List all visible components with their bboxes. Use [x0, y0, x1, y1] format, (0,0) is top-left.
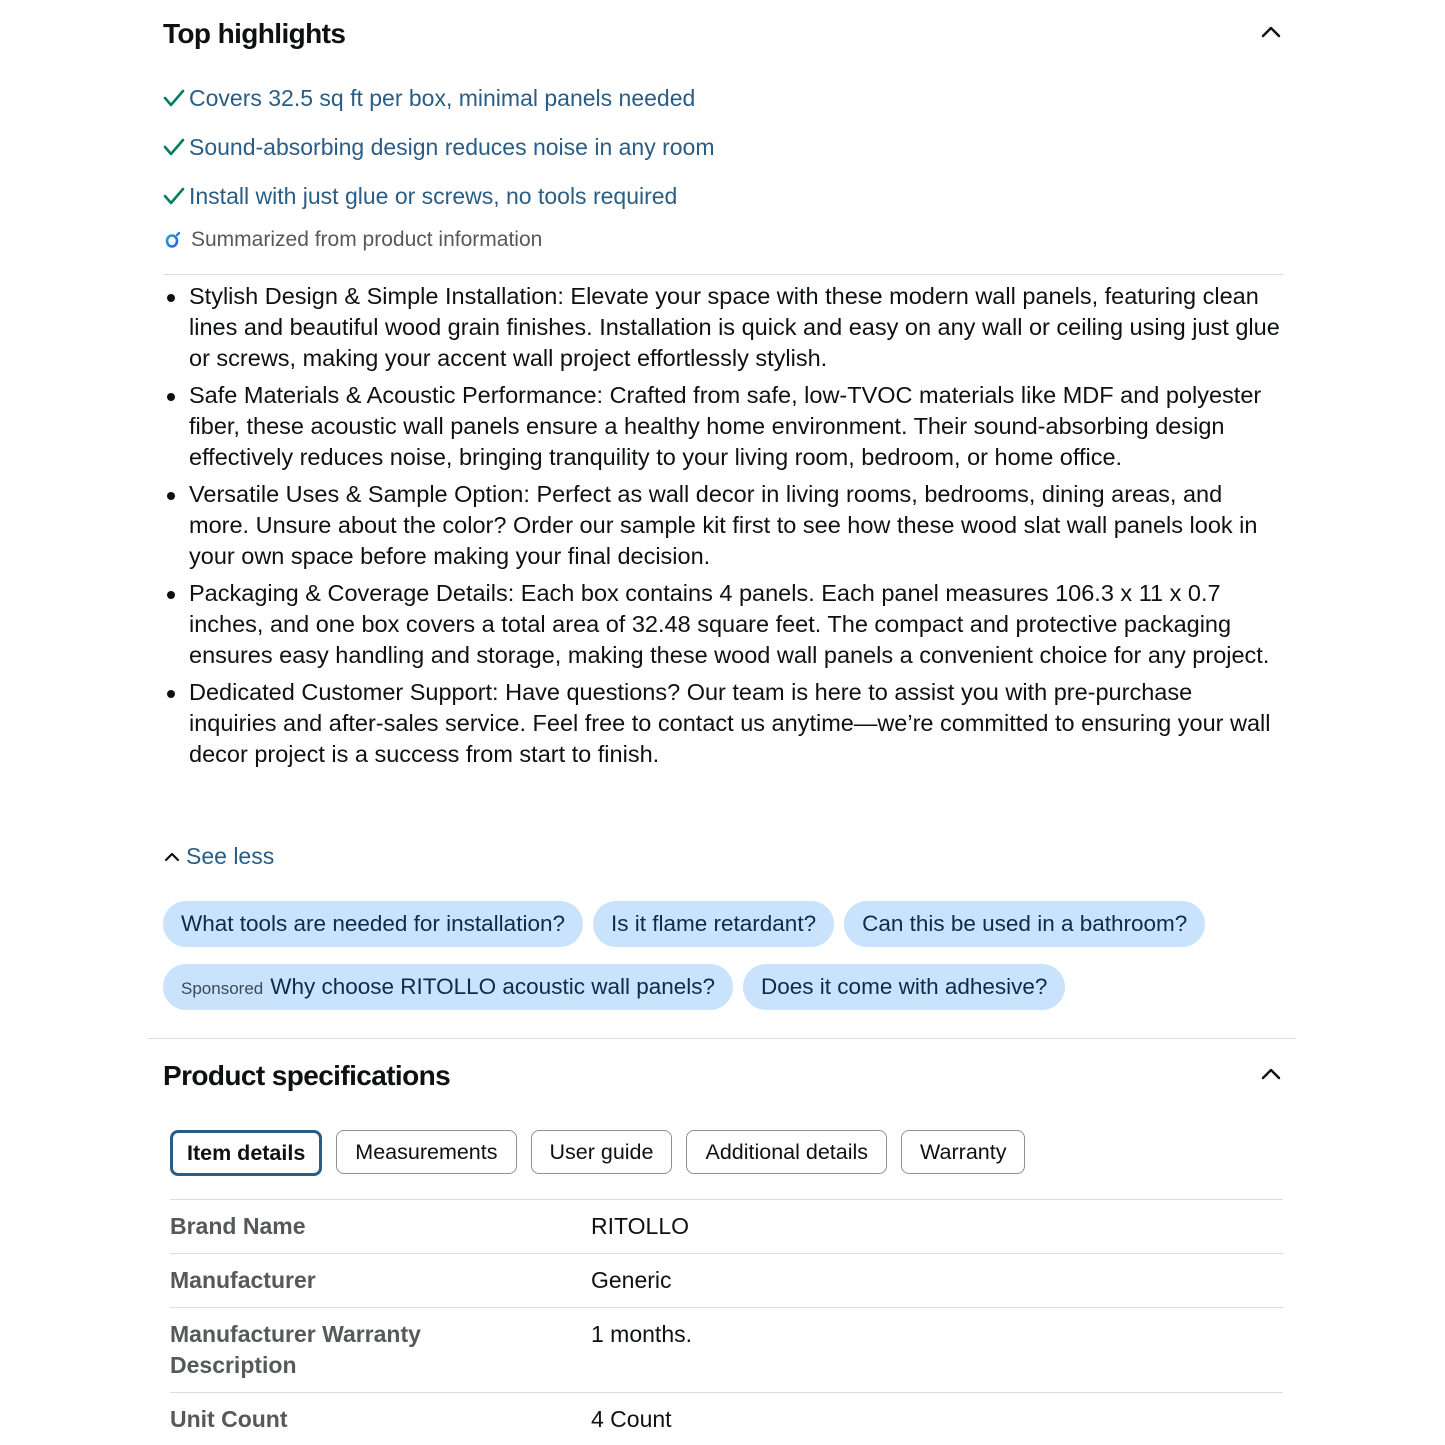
checkmark-icon	[163, 129, 187, 165]
chevron-up-icon	[1259, 1062, 1283, 1086]
bullet-item: Versatile Uses & Sample Option: Perfect as wall decor in living rooms, bedrooms, dining areas, and more. Unsure about the color? Order our sample kit first to see how these wood slat wall panels look in your own space before making your final decision.	[163, 479, 1283, 572]
highlight-text: Sound-absorbing design reduces noise in any room	[189, 134, 715, 160]
table-row	[170, 1200, 1283, 1254]
sponsored-question-chip[interactable]	[163, 964, 733, 1010]
table-row	[170, 1393, 1283, 1445]
question-chip[interactable]	[163, 901, 583, 947]
table-row	[170, 1254, 1283, 1308]
highlight-text: Install with just glue or screws, no tools required	[189, 183, 678, 209]
tab-user-guide[interactable]: User guide	[531, 1130, 673, 1174]
see-less-label: See less	[186, 843, 275, 869]
product-specs-header	[163, 1060, 1283, 1100]
highlights-list	[163, 80, 1283, 227]
sponsored-label: Sponsored	[181, 978, 264, 998]
spec-key-text: Manufacturer Warranty Description	[170, 1321, 421, 1378]
chip-label: What tools are needed for installation?	[181, 911, 565, 936]
spec-value: 4 Count	[591, 1406, 672, 1432]
checkmark-icon	[163, 80, 187, 116]
bullet-item: Stylish Design & Simple Installation: Elevate your space with these modern wall panels, featuring clean lines and beautiful wood grain finishes. Installation is quick and easy on any wall or ceiling using just glue or screws, making your accent wall project effortlessly stylish.	[163, 281, 1283, 374]
chip-label: Does it come with adhesive?	[761, 974, 1048, 999]
highlight-text: Covers 32.5 sq ft per box, minimal panels needed	[189, 85, 696, 111]
bullet-item: Dedicated Customer Support: Have questions? Our team is here to assist you with pre-purchase inquiries and after-sales service. Feel free to contact us anytime—we’re committed to ensuring your wall decor project is a success from start to finish.	[163, 677, 1283, 770]
question-chip[interactable]	[743, 964, 1065, 1010]
question-chips-row	[163, 964, 1283, 1010]
spec-key: Manufacturer	[170, 1267, 316, 1293]
spec-key: Brand Name	[170, 1213, 306, 1239]
collapse-highlights-button[interactable]	[1259, 20, 1283, 44]
ai-sparkle-icon	[163, 230, 183, 250]
summary-note-text: Summarized from product information	[191, 228, 543, 251]
highlight-item	[163, 178, 1283, 227]
bullet-item: Safe Materials & Acoustic Performance: Crafted from safe, low-TVOC materials like MDF and polyester fiber, these acoustic wall panels ensure a healthy home environment. Their sound-absorbing design effectively reduces noise, bringing tranquility to your living room, bedroom, or home office.	[163, 380, 1283, 473]
chevron-up-icon	[163, 848, 181, 866]
collapse-specs-button[interactable]	[1259, 1062, 1283, 1086]
tab-additional-details[interactable]: Additional details	[686, 1130, 887, 1174]
tab-item-details[interactable]: Item details	[170, 1130, 322, 1176]
spec-key: Unit Count	[170, 1406, 288, 1432]
chip-label: Why choose RITOLLO acoustic wall panels?	[270, 974, 716, 999]
chip-label: Is it flame retardant?	[610, 911, 817, 936]
chip-label: Can this be used in a bathroom?	[862, 911, 1188, 936]
ai-summary-note	[163, 228, 542, 252]
question-chip[interactable]	[844, 901, 1205, 947]
spec-tabs	[170, 1130, 1025, 1176]
see-less-link[interactable]	[163, 843, 274, 870]
bullet-item: Packaging & Coverage Details: Each box contains 4 panels. Each panel measures 106.3 x 11 x 0.7 inches, and one box covers a total area of 32.48 square feet. The compact and protective packaging ensures easy handling and storage, making these wood wall panels a convenient choice for any project.	[163, 578, 1283, 671]
table-row	[170, 1308, 1283, 1393]
highlight-item	[163, 129, 1283, 178]
question-chip[interactable]	[593, 901, 834, 947]
checkmark-icon	[163, 178, 187, 214]
about-item-bullets	[163, 281, 1283, 776]
highlight-item	[163, 80, 1283, 129]
top-highlights-title: Top highlights	[163, 18, 346, 49]
spec-key	[170, 1308, 591, 1393]
divider	[163, 274, 1283, 275]
tab-warranty[interactable]: Warranty	[901, 1130, 1025, 1174]
product-specs-title: Product specifications	[163, 1060, 451, 1091]
question-chips-row	[163, 901, 1283, 947]
tab-measurements[interactable]: Measurements	[336, 1130, 516, 1174]
spec-table	[170, 1199, 1283, 1445]
chevron-up-icon	[1259, 20, 1283, 44]
spec-value: RITOLLO	[591, 1213, 689, 1239]
top-highlights-header	[163, 18, 1283, 58]
spec-value: Generic	[591, 1267, 672, 1293]
spec-value: 1 months.	[591, 1321, 692, 1347]
section-divider	[148, 1038, 1296, 1039]
